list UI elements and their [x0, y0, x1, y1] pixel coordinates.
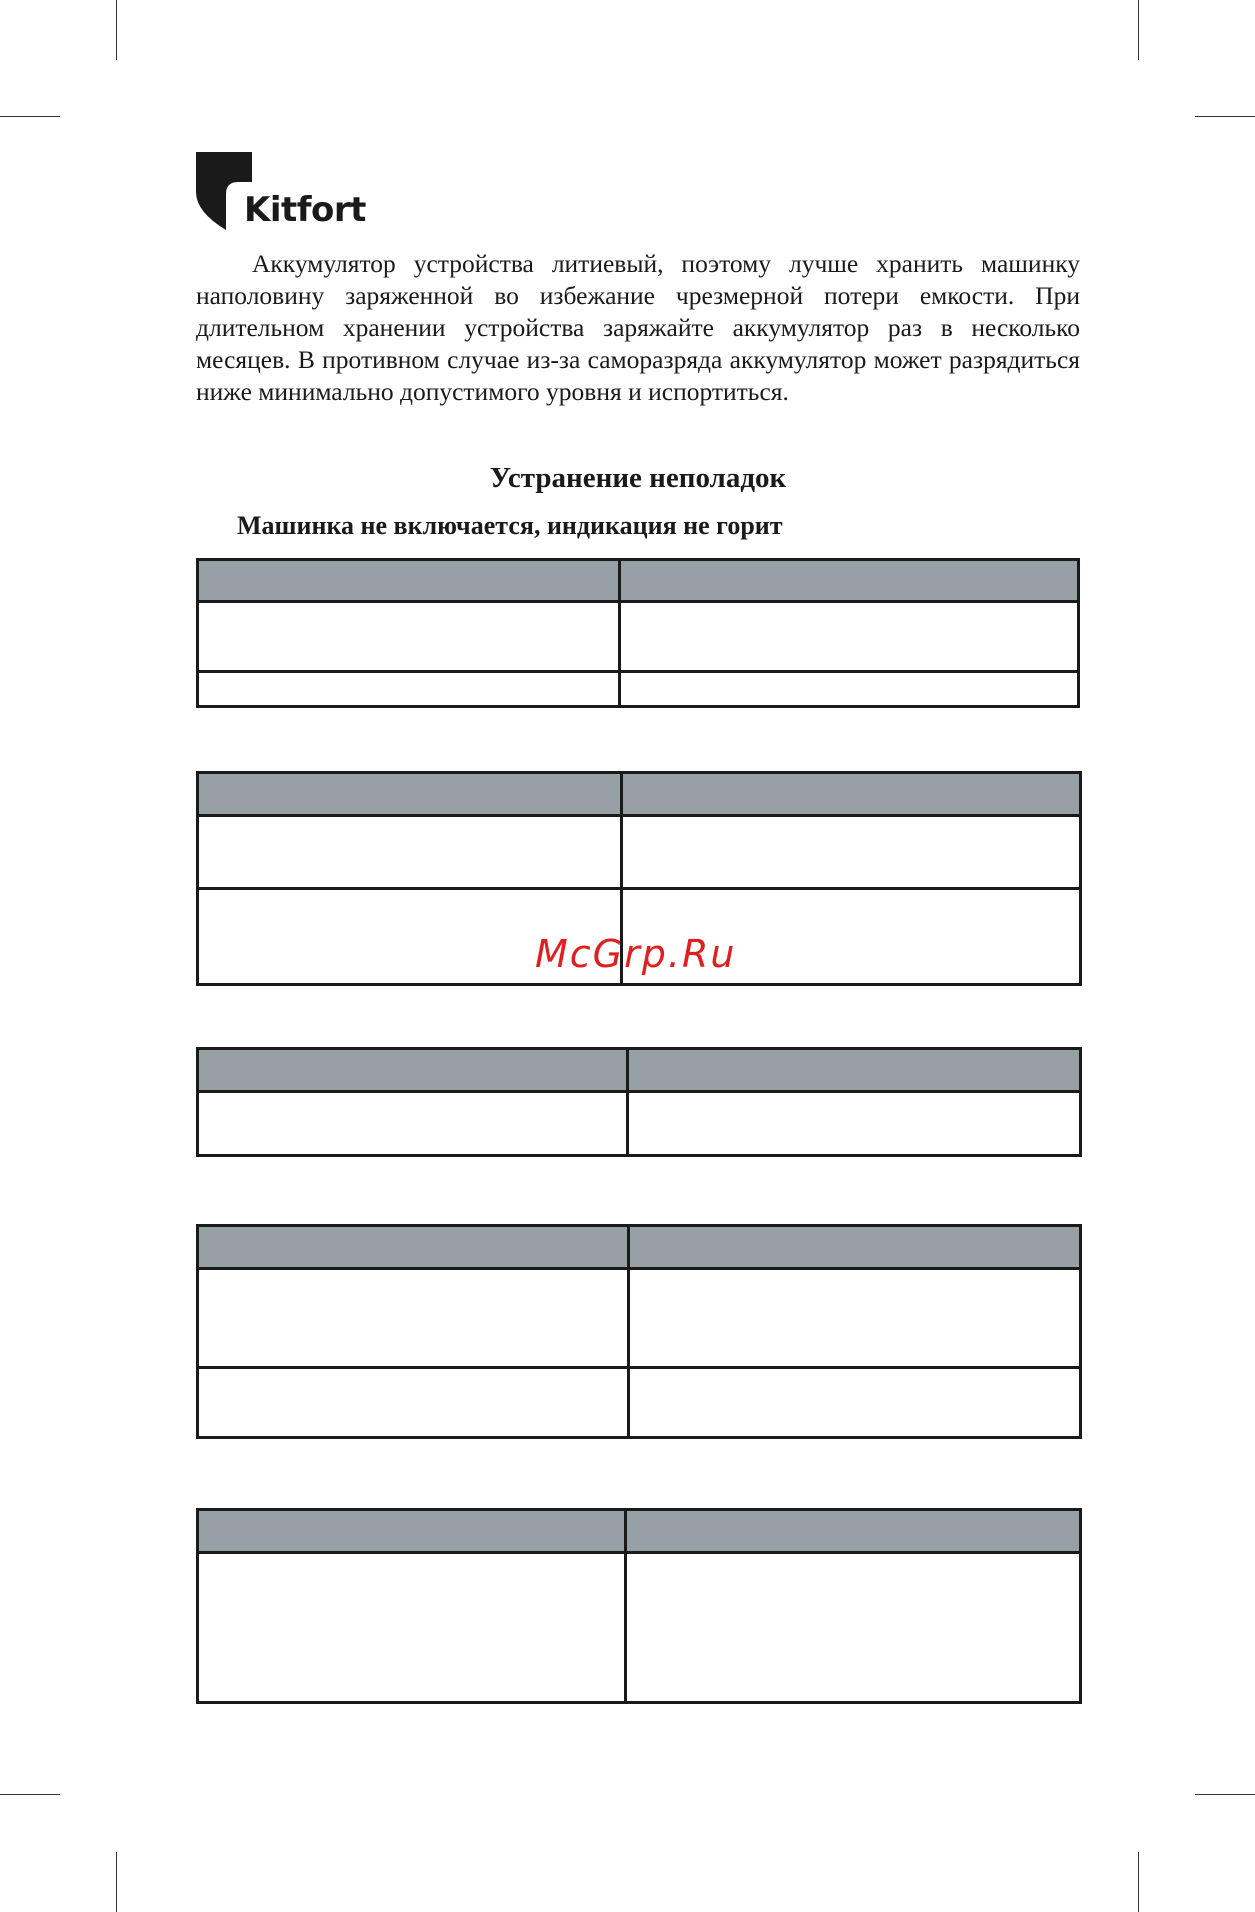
table-header — [199, 1050, 1079, 1093]
column-divider — [626, 1050, 629, 1154]
table-row — [199, 1270, 1079, 1369]
table-row — [199, 1093, 1079, 1157]
watermark: McGrp.Ru — [535, 932, 737, 976]
crop-mark — [0, 1794, 60, 1795]
storage-paragraph — [196, 248, 1080, 408]
table-row — [199, 673, 1077, 708]
crop-mark — [1195, 1794, 1255, 1795]
section-title: Устранение неполадок — [489, 462, 787, 494]
body-text: Аккумулятор устройства литиевый, поэтому лучше хранить машинку наполовину заряженной во избежание чрезмерной потери емкости. При длительном хранении устройства заряжайте аккумулятор раз в несколько месяцев. В противном случае из-за саморазряда аккумулятор может разрядиться ниже минимально допустимого уровня и испортиться. — [196, 249, 1080, 406]
table-row — [199, 817, 1079, 890]
brand-name: Kitfort — [244, 190, 366, 230]
troubleshooting-table — [196, 1224, 1082, 1439]
table-header — [199, 561, 1077, 603]
crop-mark — [0, 116, 60, 117]
crop-mark — [1195, 116, 1255, 117]
crop-mark — [1138, 0, 1139, 60]
troubleshooting-table — [196, 1508, 1082, 1704]
problem-title: Машинка не включается, индикация не горит — [237, 511, 783, 540]
crop-mark — [1138, 1852, 1139, 1912]
troubleshooting-table — [196, 1047, 1082, 1157]
column-divider — [618, 561, 621, 705]
table-header — [199, 1511, 1079, 1554]
table-header — [199, 774, 1079, 817]
table-row — [199, 1554, 1079, 1704]
troubleshooting-table — [196, 558, 1080, 708]
table-row — [199, 1369, 1079, 1439]
crop-mark — [116, 1852, 117, 1912]
column-divider — [624, 1511, 627, 1701]
crop-mark — [116, 0, 117, 60]
table-row — [199, 603, 1077, 673]
column-divider — [627, 1227, 630, 1436]
table-header — [199, 1227, 1079, 1270]
